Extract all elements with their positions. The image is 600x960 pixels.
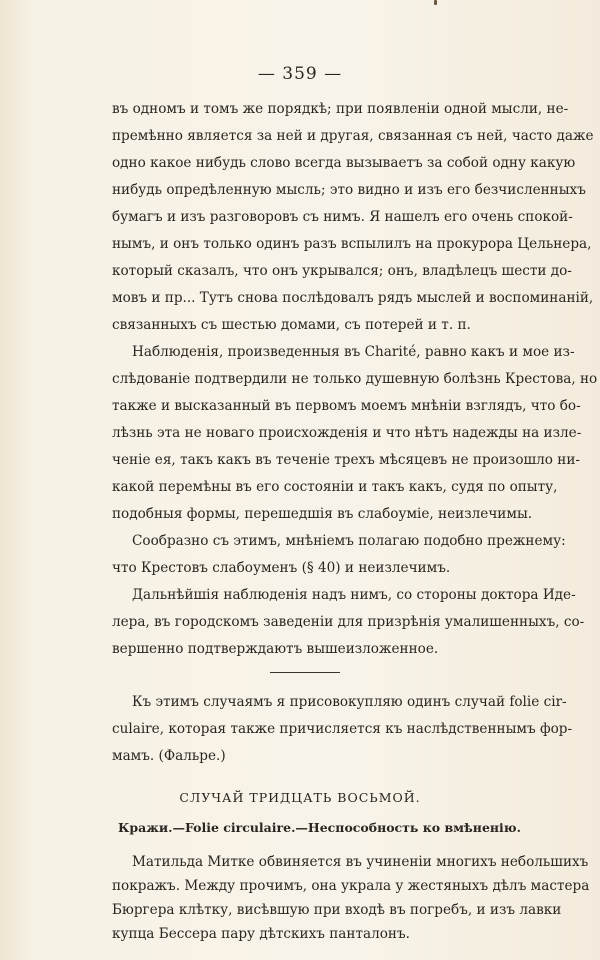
text-line: одно какое нибудь слово всегда вызываетъ за собой одну какую xyxy=(112,155,576,171)
text-line: Къ этимъ случаямъ я присовокупляю одинъ случай folie cir- xyxy=(132,694,567,710)
text-line: ченіе ея, такъ какъ въ теченіе трехъ мѣсяцевъ не произошло ни- xyxy=(112,452,581,468)
print-speck xyxy=(434,0,437,5)
text-line: вершенно подтверждаютъ вышеизложенное. xyxy=(112,641,439,657)
text-line: culaire, которая также причисляется къ наслѣдственнымъ фор- xyxy=(112,721,573,737)
chapter-title: СЛУЧАЙ ТРИДЦАТЬ ВОСЬМОЙ. xyxy=(179,790,421,805)
text-line: подобныя формы, перешедшія въ слабоуміе, неизлечимы. xyxy=(112,506,533,522)
text-line: покражъ. Между прочимъ, она украла у жестяныхъ дѣлъ мастера xyxy=(112,878,590,894)
text-line: мовъ и пр... Тутъ снова послѣдовалъ рядъ мыслей и воспоминаній, xyxy=(112,290,594,306)
text-line: премѣнно является за ней и другая, связанная съ ней, часто даже xyxy=(112,128,594,144)
text-line: Наблюденія, произведенныя въ Charité, равно какъ и мое из- xyxy=(132,344,575,360)
text-line: какой перемѣны въ его состояніи и такъ какъ, судя по опыту, xyxy=(112,479,558,495)
text-line: также и высказанный въ первомъ моемъ мнѣніи взглядъ, что бо- xyxy=(112,398,581,414)
text-line: что Крестовъ слабоуменъ (§ 40) и неизлечимъ. xyxy=(112,560,451,576)
text-line: нибудь опредѣленную мысль; это видно и изъ его безчисленныхъ xyxy=(112,182,586,198)
text-line: Сообразно съ этимъ, мнѣніемъ полагаю подобно прежнему: xyxy=(132,533,566,549)
text-line: Дальнѣйшія наблюденія надъ нимъ, со стороны доктора Иде- xyxy=(132,587,576,603)
section-divider xyxy=(270,672,340,673)
chapter-subtitle: Кражи.—Folie circulaire.—Неспособность ко вмѣненію. xyxy=(118,820,521,835)
text-line: Бюргера клѣтку, висѣвшую при входѣ въ погребъ, и изъ лавки xyxy=(112,902,562,918)
text-line: мамъ. (Фальре.) xyxy=(112,748,226,764)
text-line: лѣзнь эта не новаго происхожденія и что нѣтъ надежды на изле- xyxy=(112,425,582,441)
text-line: Матильда Митке обвиняется въ учиненіи многихъ небольшихъ xyxy=(132,854,589,870)
text-line: въ одномъ и томъ же порядкѣ; при появленіи одной мысли, не- xyxy=(112,101,569,117)
text-line: слѣдованіе подтвердили не только душевную болѣзнь Крестова, но xyxy=(112,371,598,387)
text-line: связанныхъ съ шестью домами, съ потерей и т. п. xyxy=(112,317,471,333)
text-line: нымъ, и онъ только одинъ разъ вспылилъ на прокурора Цельнера, xyxy=(112,236,592,252)
text-line: купца Бессера пару дѣтскихъ панталонъ. xyxy=(112,926,410,942)
text-line: который сказалъ, что онъ укрывался; онъ, владѣлецъ шести до- xyxy=(112,263,572,279)
text-line: лера, въ городскомъ заведеніи для призрѣнія умалишенныхъ, со- xyxy=(112,614,585,630)
text-line: бумагъ и изъ разговоровъ съ нимъ. Я нашелъ его очень спокой- xyxy=(112,209,573,225)
page-number: — 359 — xyxy=(257,64,343,84)
